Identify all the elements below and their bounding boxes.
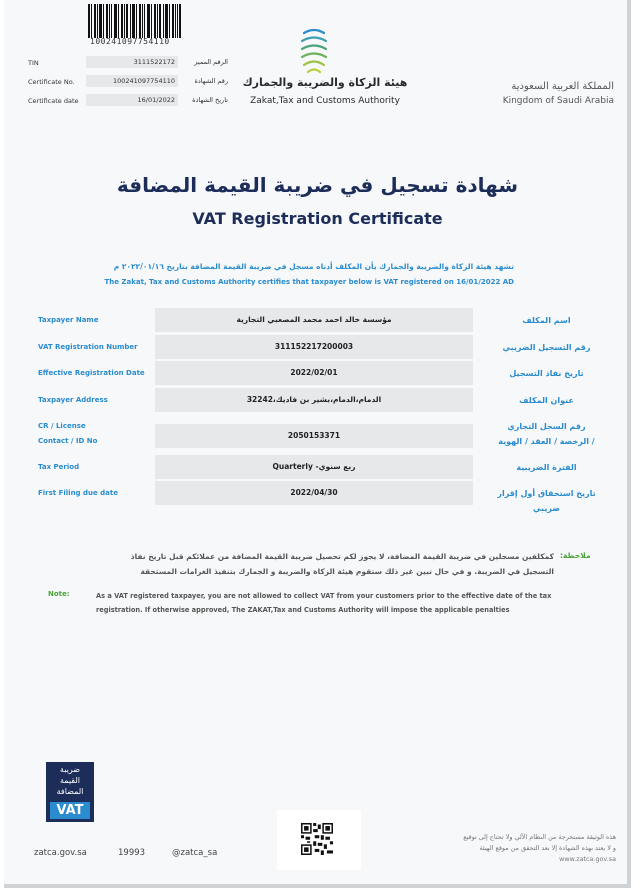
field-value: الدمام،الدمام،بشير بن فاديك،32242 xyxy=(155,388,473,412)
vat-logo-mark: VAT xyxy=(50,802,90,819)
certificate-no-value: 100241097754110 xyxy=(86,75,178,87)
field-label-en-2: Contact / ID No xyxy=(38,437,98,445)
field-label-en: Effective Registration Date xyxy=(38,369,145,377)
vat-logo-line-3: المضافة xyxy=(56,787,84,796)
note-label-ar: ملاحظة: xyxy=(560,551,591,560)
footer-phone: 19993 xyxy=(118,848,146,858)
footer-disclaimer-line-2: و لا يعتد بهذه الشهادة إلا بعد التحقق من موقع الهيئة xyxy=(479,844,616,852)
field-label-ar: الفترة الضريبية xyxy=(516,463,577,472)
field-value: ربع سنوي- Quarterly xyxy=(155,455,473,479)
tin-row xyxy=(28,56,228,70)
certificate-no-label-en: Certificate No. xyxy=(28,78,75,86)
tin-label-ar: الرقم المميز xyxy=(194,58,228,66)
title-ar: شهادة تسجيل في ضريبة القيمة المضافة xyxy=(116,173,519,197)
field-value: مؤسسة خالد احمد محمد المصعبي التجارية xyxy=(155,308,473,332)
authority-name-en: Zakat,Tax and Customs Authority xyxy=(250,96,400,106)
certificate-date-label-en: Certificate date xyxy=(28,97,79,105)
tin-value: 3111522172 xyxy=(86,56,178,68)
footer-url: www.zatca.gov.sa xyxy=(559,855,616,863)
field-label-en: First Filing due date xyxy=(38,489,119,497)
certificate-no-row xyxy=(28,75,228,89)
field-label-ar-2: / الرخصة / العقد / الهوية xyxy=(498,437,595,446)
field-value: 2022/04/30 xyxy=(155,481,473,505)
field-value: 2022/02/01 xyxy=(155,361,473,385)
certificate-page xyxy=(4,0,631,888)
authority-name-ar: هيئة الزكاة والضريبة والجمارك xyxy=(242,76,408,89)
tin-label-en: TIN xyxy=(28,59,39,67)
title-en: VAT Registration Certificate xyxy=(192,209,443,228)
certificate-no-label-ar: رقم الشهادة xyxy=(194,77,228,85)
certifies-text-ar: تشهد هيئة الزكاة والضريبة والجمارك بأن المكلف أدناه مسجل في ضريبة القيمة المضافة بتاريخ ٢٠٢٢/٠١/١٦ م xyxy=(113,262,514,271)
field-label-ar: رقم السجل التجاري xyxy=(507,422,586,431)
note-line-en-2: registration. If otherwise approved, The ZAKAT,Tax and Customs Authority will impose the applicable penalties xyxy=(96,606,510,614)
note-text-ar xyxy=(104,549,554,579)
barcode-number: 100241097754110 xyxy=(90,37,170,46)
field-label-en: Tax Period xyxy=(38,463,80,471)
field-value: 2050153371 xyxy=(155,424,473,448)
kingdom-name-ar: المملكة العربية السعودية xyxy=(511,81,614,92)
zatca-logo-icon xyxy=(300,27,328,75)
note-line-ar-1: كمكلفين مسجلين في ضريبة القيمة المضافة، لا يجوز لكم تحصيل ضريبة القيمة المضافة من عملائكم قبل تاريخ نفاذ xyxy=(130,552,554,561)
barcode-icon xyxy=(88,4,181,38)
note-line-en-1: As a VAT registered taxpayer, you are not allowed to collect VAT from your customers prior to the effective date of the tax xyxy=(96,592,552,600)
vat-logo-line-1: ضريبة xyxy=(59,765,81,774)
field-label-ar: عنوان المكلف xyxy=(519,396,574,405)
vat-logo xyxy=(46,762,94,822)
certifies-text-en: The Zakat, Tax and Customs Authority certifies that taxpayer below is VAT registered on 16/01/2022 AD xyxy=(104,278,514,286)
field-label-ar: تاريخ نفاذ التسجيل xyxy=(509,369,584,378)
field-label-en: CR / License xyxy=(38,422,86,430)
note-label-en: Note: xyxy=(48,590,70,598)
field-label-ar-2: ضريبي xyxy=(532,504,561,513)
certificate-date-label-ar: تاريخ الشهادة xyxy=(192,96,228,104)
field-label-en: VAT Registration Number xyxy=(38,343,138,351)
certificate-date-value: 16/01/2022 xyxy=(86,94,178,106)
certificate-date-row xyxy=(28,94,228,108)
field-label-en: Taxpayer Address xyxy=(38,396,108,404)
note-text-en xyxy=(96,589,556,617)
qr-code-icon xyxy=(301,823,333,855)
field-label-en: Taxpayer Name xyxy=(38,316,99,324)
footer-disclaimer-ar xyxy=(394,832,616,854)
vat-logo-line-2: القيمة xyxy=(59,776,81,785)
field-value: 311152217200003 xyxy=(155,335,473,359)
field-label-ar: رقم التسجيل الضريبي xyxy=(502,343,591,352)
footer-website: zatca.gov.sa xyxy=(34,848,87,858)
note-line-ar-2: التسجيل في الضريبة. و في حال تبين غير ذلك ستقوم هيئة الزكاة والضريبة و الجمارك بتنفيذ الغرامات المستحقة xyxy=(140,567,554,576)
kingdom-name-en: Kingdom of Saudi Arabia xyxy=(502,96,614,106)
field-label-ar: تاريخ استحقاق أول إقرار xyxy=(497,489,596,498)
footer-disclaimer-line-1: هذه الوثيقة مستخرجة من النظام الآلي ولا تحتاج إلى توقيع xyxy=(463,833,616,841)
footer-handle: @zatca_sa xyxy=(172,848,218,858)
field-label-ar: اسم المكلف xyxy=(522,316,571,325)
